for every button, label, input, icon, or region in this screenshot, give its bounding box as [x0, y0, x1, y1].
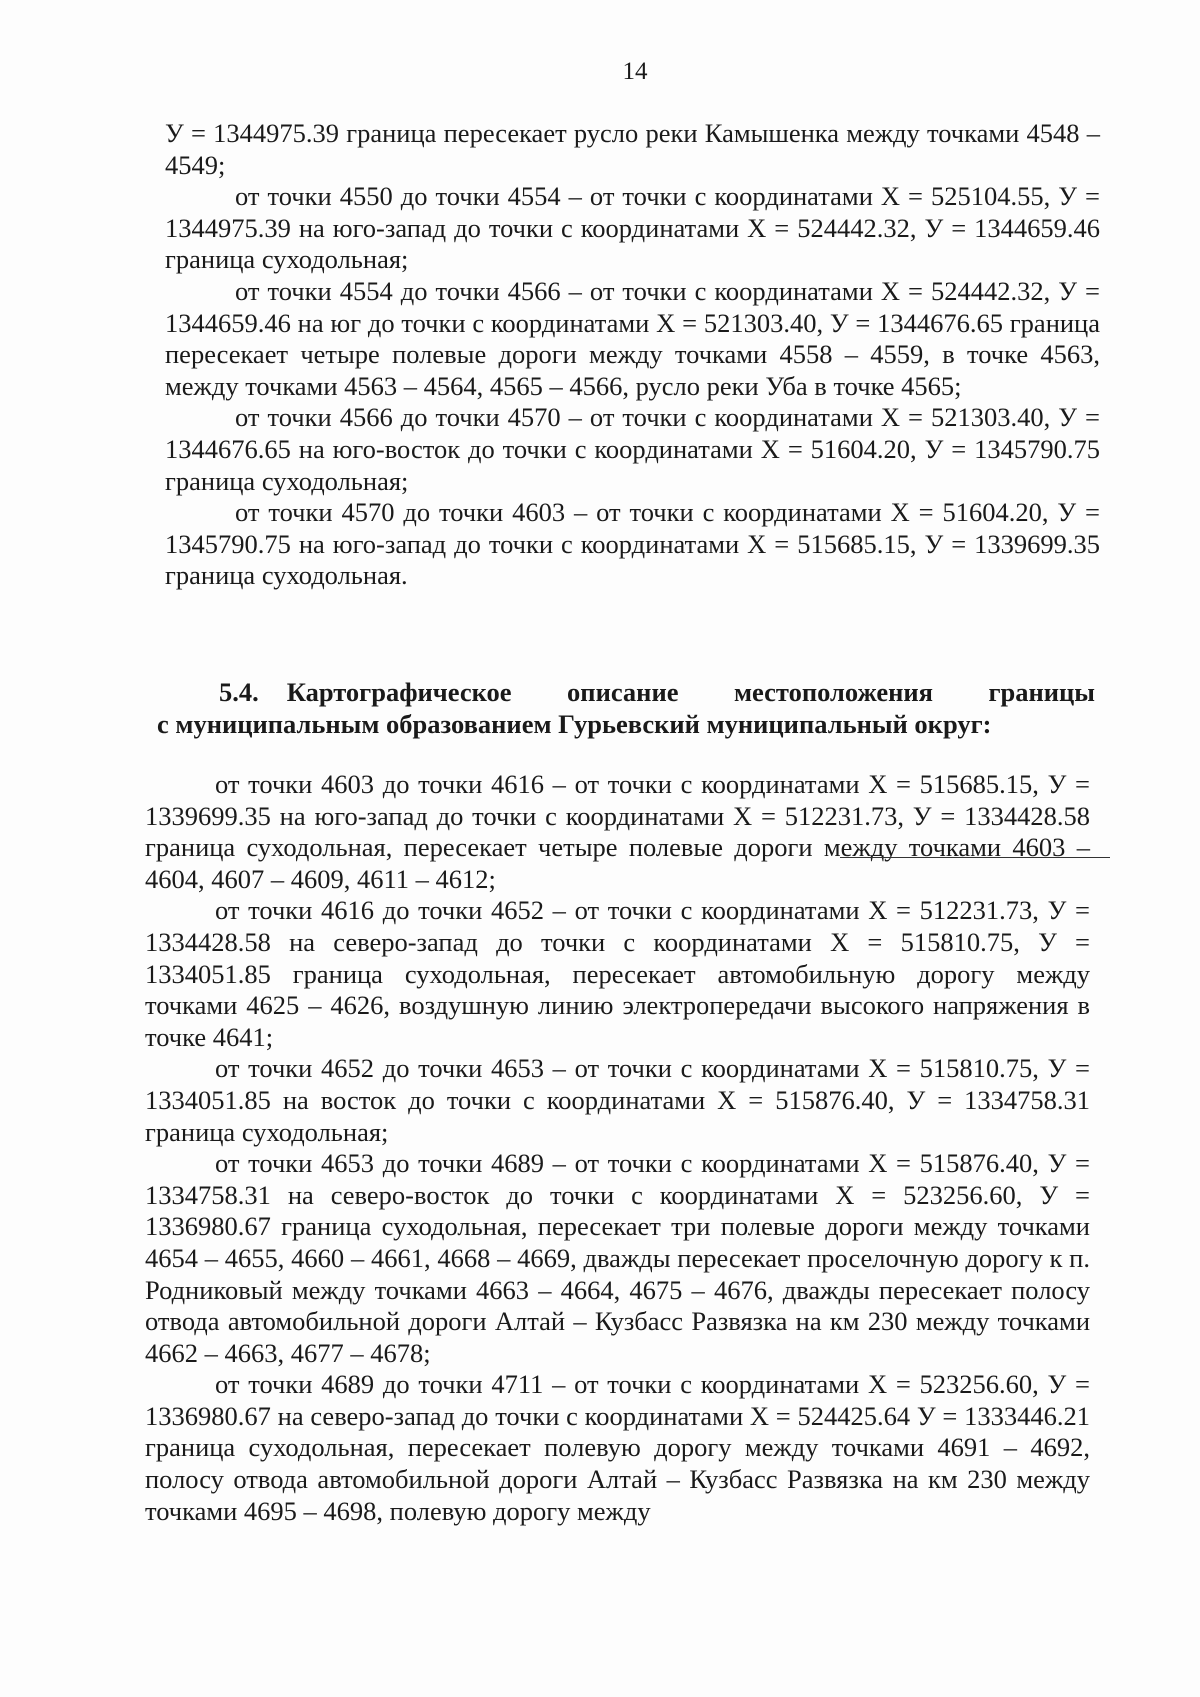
section-number: 5.4. [219, 677, 259, 707]
strikethrough-line [840, 857, 1110, 858]
paragraph: от точки 4566 до точки 4570 – от точки с координатами Х = 521303.40, У = 1344676.65 на юго-восток до точки с координатами Х = 51604.20, У = 1345790.75 граница суходольная; [165, 402, 1100, 496]
paragraph: от точки 4689 до точки 4711 – от точки с координатами Х = 523256.60, У = 1336980.67 на северо-запад до точки с координатами Х = 524425.64 У = 1333446.21 граница суходольная, пересекает полевую дорогу между точками 4691 – 4692, полосу отвода автомобильной дороги Алтай – Кузбасс Развязка на км 230 между точками 4695 – 4698, полевую дорогу между [145, 1369, 1090, 1526]
paragraph: от точки 4652 до точки 4653 – от точки с координатами Х = 515810.75, У = 1334051.85 на восток до точки с координатами Х = 515876.40, У = 1334758.31 граница суходольная; [145, 1053, 1090, 1147]
section-heading-line-1 [157, 676, 1095, 708]
paragraph: от точки 4653 до точки 4689 – от точки с координатами Х = 515876.40, У = 1334758.31 на северо-восток до точки с координатами Х = 523256.60, У = 1336980.67 граница суходольная, пересекает три полевые дороги между точками 4654 – 4655, 4660 – 4661, 4668 – 4669, дважды пересекает проселочную дорогу к п. Родниковый между точками 4663 – 4664, 4675 – 4676, дважды пересекает полосу отвода автомобильной дороги Алтай – Кузбасс Развязка на км 230 между точками 4662 – 4663, 4677 – 4678; [145, 1148, 1090, 1368]
section-title-line-2: с муниципальным образованием Гурьевский муниципальный округ: [157, 709, 992, 739]
paragraph: от точки 4550 до точки 4554 – от точки с координатами Х = 525104.55, У = 1344975.39 на юго-запад до точки с координатами Х = 524442.32, У = 1344659.46 граница суходольная; [165, 181, 1100, 275]
paragraph: от точки 4554 до точки 4566 – от точки с координатами Х = 524442.32, У = 1344659.46 на юг до точки с координатами Х = 521303.40, У = 1344676.65 граница пересекает четыре полевые дороги между точками 4558 – 4559, в точке 4563, между точками 4563 – 4564, 4565 – 4566, русло реки Уба в точке 4565; [165, 275, 1100, 401]
paragraph: У = 1344975.39 граница пересекает русло реки Камышенка между точками 4548 – 4549; [165, 118, 1100, 180]
bottom-text-section [145, 769, 1090, 1527]
page-number: 14 [622, 58, 648, 85]
section-title-line-1: Картографическое описание местоположения границы [286, 677, 1095, 707]
paragraph: от точки 4570 до точки 4603 – от точки с координатами Х = 51604.20, У = 1345790.75 на юго-запад до точки с координатами Х = 515685.15, У = 1339699.35 граница суходольная. [165, 497, 1100, 591]
paragraph: от точки 4616 до точки 4652 – от точки с координатами Х = 512231.73, У = 1334428.58 на северо-запад до точки с координатами Х = 515810.75, У = 1334051.85 граница суходольная, пересекает автомобильную дорогу между точками 4625 – 4626, воздушную линию электропередачи высокого напряжения в точке 4641; [145, 895, 1090, 1052]
section-heading [157, 676, 1095, 740]
top-text-section [165, 118, 1100, 592]
paragraph: от точки 4603 до точки 4616 – от точки с координатами Х = 515685.15, У = 1339699.35 на юго-запад до точки с координатами Х = 512231.73, У = 1334428.58 граница суходольная, пересекает четыре полевые дороги между точками 4603 – 4604, 4607 – 4609, 4611 – 4612; [145, 769, 1090, 894]
